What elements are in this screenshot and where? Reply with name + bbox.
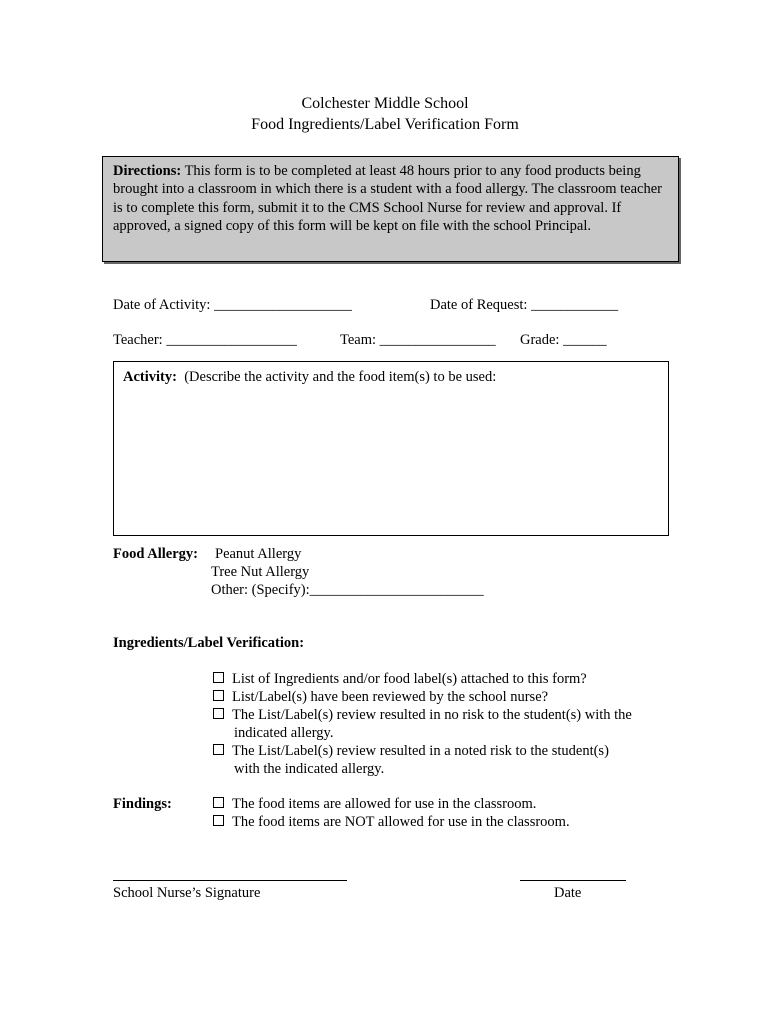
team-field[interactable]: Team: ________________	[340, 332, 496, 348]
checkbox-icon[interactable]	[213, 797, 224, 808]
checkbox-icon[interactable]	[213, 690, 224, 701]
checkbox-icon[interactable]	[213, 708, 224, 719]
verification-item-continued: with the indicated allergy.	[234, 761, 385, 777]
findings-item[interactable]: The food items are allowed for use in the classroom.	[213, 796, 536, 813]
findings-label: Findings:	[113, 796, 172, 812]
food-allergy-label: Food Allergy:	[113, 546, 198, 562]
form-title: Food Ingredients/Label Verification Form	[251, 116, 519, 133]
date-signature-line[interactable]	[520, 880, 626, 881]
activity-prompt: (Describe the activity and the food item(s) to be used:	[184, 369, 497, 385]
date-label: Date	[554, 885, 582, 901]
checkbox-icon[interactable]	[213, 672, 224, 683]
activity-label: Activity:	[123, 369, 177, 385]
activity-heading	[123, 369, 496, 386]
activity-box[interactable]	[113, 361, 669, 536]
allergy-option-tree-nut: Tree Nut Allergy	[211, 564, 310, 580]
directions-body: This form is to be completed at least 48 hours prior to any food products being brought into a classroom in which there is a student with a food allergy. The classroom teacher is to complete this form, submit it to the CMS School Nurse for review and approval. If approved, a signed copy of this form will be kept on file with the school Principal.	[113, 163, 662, 235]
verification-item[interactable]: The List/Label(s) review resulted in no risk to the student(s) with the	[213, 707, 632, 724]
verification-item[interactable]: The List/Label(s) review resulted in a noted risk to the student(s)	[213, 743, 609, 760]
checkbox-icon[interactable]	[213, 815, 224, 826]
nurse-signature-label: School Nurse’s Signature	[113, 885, 261, 901]
directions-box	[102, 156, 679, 262]
verification-item[interactable]: List/Label(s) have been reviewed by the school nurse?	[213, 689, 548, 706]
checkbox-icon[interactable]	[213, 744, 224, 755]
grade-field[interactable]: Grade: ______	[520, 332, 607, 348]
verification-heading: Ingredients/Label Verification:	[113, 635, 305, 651]
allergy-option-other[interactable]: Other: (Specify):________________________	[211, 582, 484, 598]
directions-text	[113, 162, 673, 236]
verification-item-continued: indicated allergy.	[234, 725, 334, 741]
findings-item[interactable]: The food items are NOT allowed for use in the classroom.	[213, 814, 570, 831]
teacher-field[interactable]: Teacher: __________________	[113, 332, 297, 348]
allergy-option-peanut: Peanut Allergy	[215, 546, 302, 562]
nurse-signature-line[interactable]	[113, 880, 347, 881]
directions-label: Directions:	[113, 163, 182, 179]
date-of-activity-field[interactable]: Date of Activity: ___________________	[113, 297, 352, 313]
school-name: Colchester Middle School	[301, 95, 469, 112]
date-of-request-field[interactable]: Date of Request: ____________	[430, 297, 619, 313]
verification-item[interactable]: List of Ingredients and/or food label(s) attached to this form?	[213, 671, 587, 688]
